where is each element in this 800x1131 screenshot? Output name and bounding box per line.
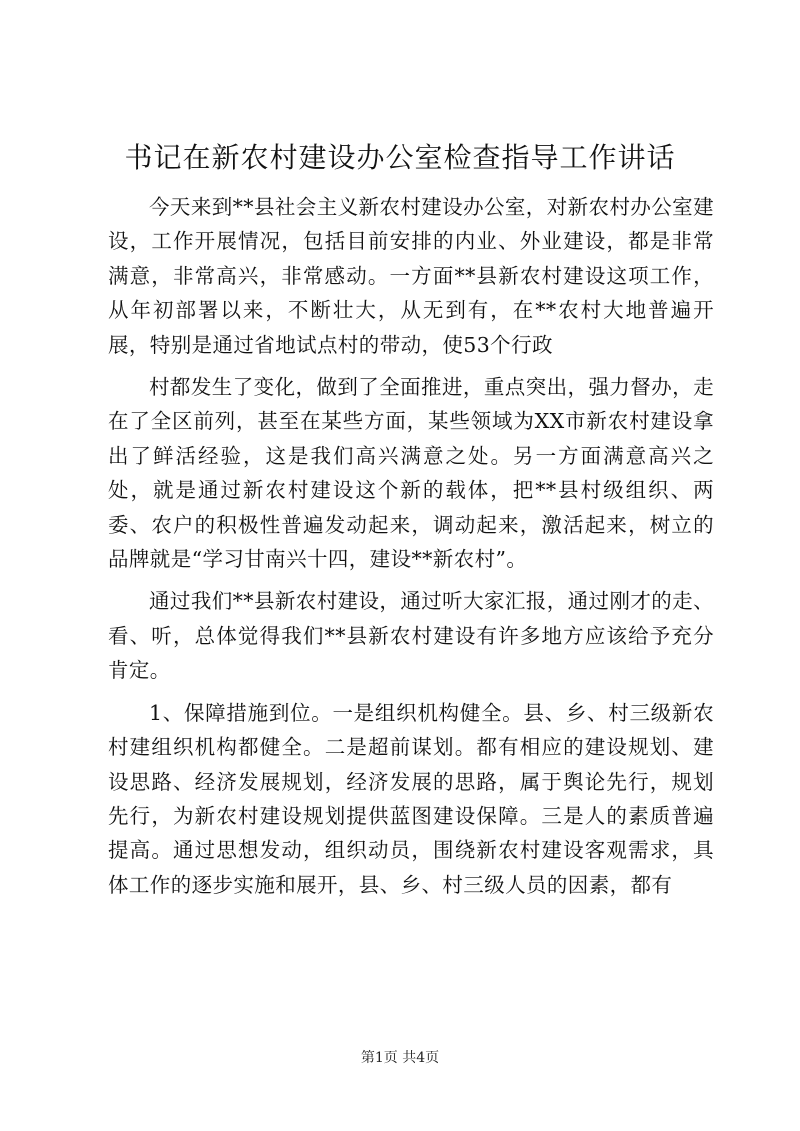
- document-title: 书记在新农村建设办公室检查指导工作讲话: [124, 141, 676, 174]
- paragraph-4: 1、保障措施到位。一是组织机构健全。县、乡、村三级新农村建组织机构都健全。二是超前谋划。都有相应的建设规划、建设思路、经济发展规划，经济发展的思路，属于舆论先行，规划先行，为新农村建设规划提供蓝图建设保障。三是人的素质普遍提高。通过思想发动，组织动员，围绕新农村建设客观需求，具体工作的逐步实施和展开，县、乡、村三级人员的因素，都有: [108, 700, 714, 897]
- paragraph-3: 通过我们**县新农村建设，通过听大家汇报，通过刚才的走、看、听，总体觉得我们**县新农村建设有许多地方应该给予充分肯定。: [108, 589, 714, 683]
- paragraph-1: 今天来到**县社会主义新农村建设办公室，对新农村办公室建设，工作开展情况，包括目前安排的内业、外业建设，都是非常满意，非常高兴，非常感动。一方面**县新农村建设这项工作，从年初部署以来，不断壮大，从无到有，在**农村大地普遍开展，特别是通过省地试点村的带动，使53个行政: [108, 195, 714, 357]
- document-body: [108, 190, 714, 910]
- paragraph-2: 村都发生了变化，做到了全面推进，重点突出，强力督办，走在了全区前列，甚至在某些方面，某些领域为XX市新农村建设拿出了鲜活经验，这是我们高兴满意之处。另一方面满意高兴之处，就是通过新农村建设这个新的载体，把**县村级组织、两委、农户的积极性普遍发动起来，调动起来，激活起来，树立的品牌就是“学习甘南兴十四，建设**新农村”。: [108, 375, 714, 572]
- page-number-footer: 第1页 共4页: [360, 1050, 440, 1066]
